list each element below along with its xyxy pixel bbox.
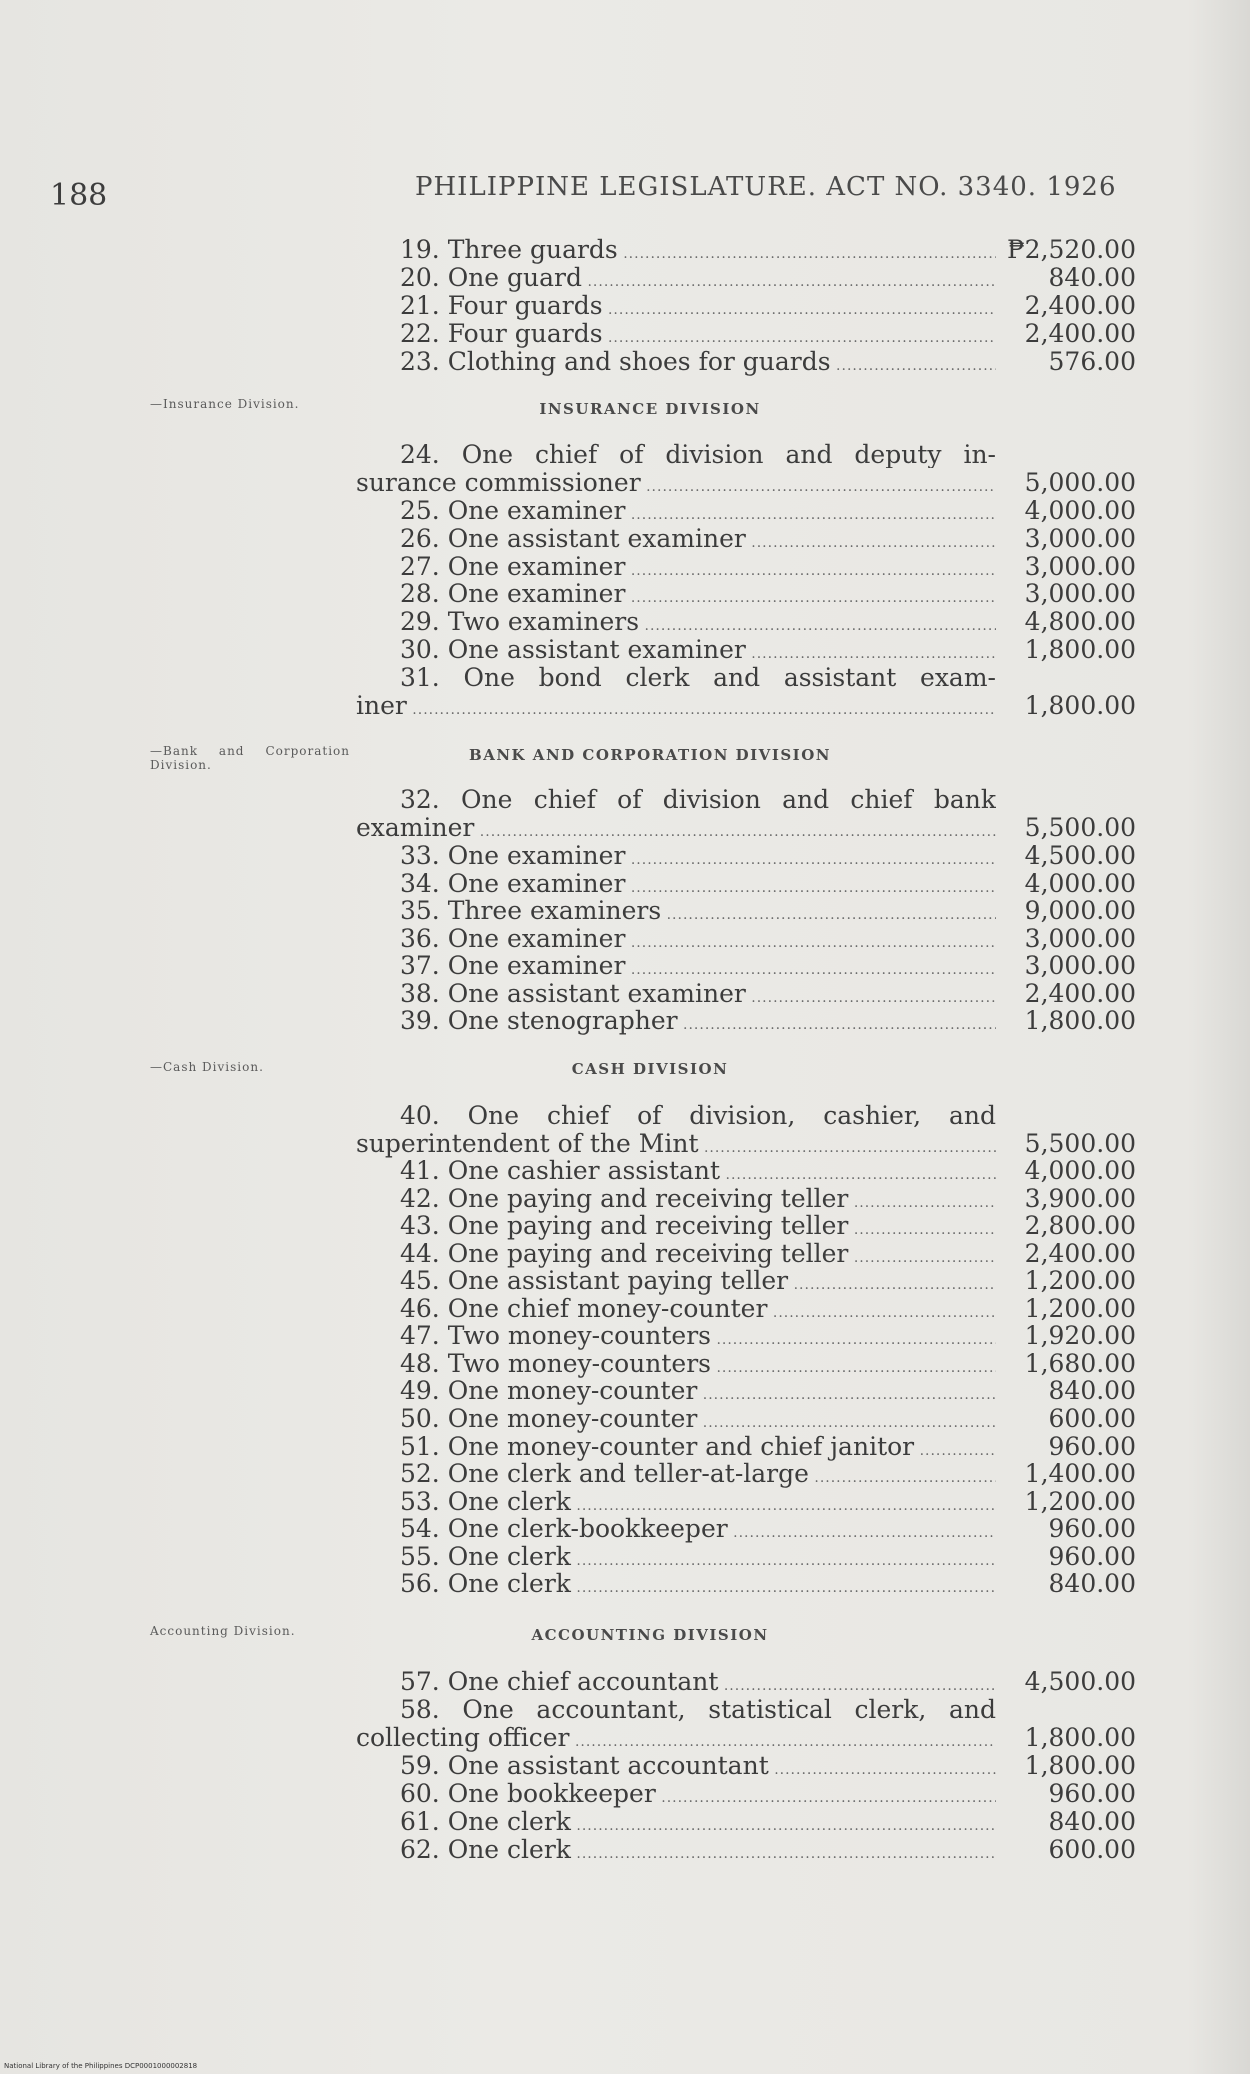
entry-amount: 1,800.00: [1024, 1723, 1136, 1752]
entry-row: [356, 1322, 1136, 1349]
entry-description: 54. One clerk-bookkeeper .....: [400, 1515, 996, 1547]
entry-amount: 1,800.00: [1024, 1751, 1136, 1780]
entry-row: [356, 292, 1136, 319]
entry-amount: 2,800.00: [1024, 1211, 1136, 1240]
entry-description: 57. One chief accountant .....: [400, 1668, 996, 1700]
entry-amount: 960.00: [1048, 1514, 1136, 1543]
entry-row: [356, 1102, 1136, 1158]
entry-description: 48. Two money-counters .....: [400, 1350, 996, 1382]
entry-row: [356, 1240, 1136, 1267]
entry-description: 47. Two money-counters .....: [400, 1322, 996, 1354]
margin-note-bank: —Bank and Corporation Division.: [150, 744, 350, 772]
entry-amount: 1,200.00: [1024, 1487, 1136, 1516]
entry-description: 41. One cashier assistant .....: [400, 1157, 996, 1189]
entry-amount: 960.00: [1048, 1432, 1136, 1461]
entry-row: [356, 636, 1136, 663]
entry-description: 25. One examiner .....: [400, 497, 996, 529]
entry-amount: 3,000.00: [1024, 524, 1136, 553]
entry-description: 46. One chief money-counter .....: [400, 1295, 996, 1327]
entry-amount: 5,500.00: [1024, 813, 1136, 842]
entry-description: 50. One money-counter .....: [400, 1405, 996, 1437]
entry-description: 60. One bookkeeper .....: [400, 1780, 996, 1812]
entry-amount: 840.00: [1048, 1807, 1136, 1836]
entry-row: [356, 1405, 1136, 1432]
entry-amount: 9,000.00: [1024, 896, 1136, 925]
section-heading-accounting: ACCOUNTING DIVISION: [531, 1626, 769, 1644]
margin-note-cash: —Cash Division.: [150, 1060, 264, 1074]
entry-description: 62. One clerk .....: [400, 1836, 996, 1868]
entry-description: 29. Two examiners .....: [400, 608, 996, 640]
entry-row: [356, 842, 1136, 869]
entry-row: [356, 580, 1136, 607]
entry-amount: 4,000.00: [1024, 869, 1136, 898]
entry-description: 36. One examiner .....: [400, 925, 996, 957]
entry-amount: 840.00: [1048, 1376, 1136, 1405]
entry-row: [356, 348, 1136, 375]
entry-amount: 5,500.00: [1024, 1129, 1136, 1158]
entry-row: [356, 870, 1136, 897]
entry-row: [356, 980, 1136, 1007]
margin-note-insurance: —Insurance Division.: [150, 397, 300, 411]
entry-description: 23. Clothing and shoes for guards .....: [400, 348, 996, 380]
entry-description: 28. One examiner .....: [400, 580, 996, 612]
entry-description: 44. One paying and receiving teller .....: [400, 1240, 996, 1272]
entry-amount: 1,800.00: [1024, 635, 1136, 664]
entry-row: [356, 897, 1136, 924]
entry-description-line1: 31. One bond clerk and assistant exam-: [400, 664, 996, 691]
entry-amount: 1,200.00: [1024, 1266, 1136, 1295]
entry-row: [356, 497, 1136, 524]
entry-row: [356, 1157, 1136, 1184]
entry-amount: 1,920.00: [1024, 1321, 1136, 1350]
entry-amount: 2,400.00: [1024, 291, 1136, 320]
entry-amount: 5,000.00: [1024, 468, 1136, 497]
entry-description: 33. One examiner .....: [400, 842, 996, 874]
entry-amount: 840.00: [1048, 263, 1136, 292]
entry-amount: 2,400.00: [1024, 319, 1136, 348]
entry-row: [356, 1267, 1136, 1294]
entry-row: [356, 1836, 1136, 1863]
entry-description-line1: 58. One accountant, statistical clerk, and: [400, 1696, 996, 1723]
entry-description: 35. Three examiners .....: [400, 897, 996, 929]
entry-amount: 4,500.00: [1024, 841, 1136, 870]
entry-amount: 576.00: [1048, 347, 1136, 376]
entry-row: [356, 525, 1136, 552]
entry-row: [356, 1752, 1136, 1779]
entry-amount: 960.00: [1048, 1779, 1136, 1808]
entry-description: 21. Four guards .....: [400, 292, 996, 324]
entry-row: [356, 320, 1136, 347]
entry-description-line1: 40. One chief of division, cashier, and: [400, 1102, 996, 1129]
entry-amount: 4,000.00: [1024, 496, 1136, 525]
entry-description: 27. One examiner .....: [400, 553, 996, 585]
entry-row: [356, 1780, 1136, 1807]
entry-description: 61. One clerk .....: [400, 1808, 996, 1840]
entry-amount: 4,800.00: [1024, 607, 1136, 636]
entry-amount: 960.00: [1048, 1542, 1136, 1571]
entry-row: [356, 1543, 1136, 1570]
entry-description: 20. One guard .....: [400, 264, 996, 296]
entry-row: [356, 664, 1136, 720]
section-heading-cash: CASH DIVISION: [571, 1060, 729, 1078]
entry-row: [356, 1488, 1136, 1515]
entry-row: [356, 1212, 1136, 1239]
entry-amount: 3,000.00: [1024, 579, 1136, 608]
entry-description: 51. One money-counter and chief janitor .....: [400, 1433, 996, 1465]
entry-description: 59. One assistant accountant .....: [400, 1752, 996, 1784]
entry-row: [356, 1515, 1136, 1542]
entry-amount: 840.00: [1048, 1569, 1136, 1598]
entry-amount: 4,000.00: [1024, 1156, 1136, 1185]
entry-description: 38. One assistant examiner .....: [400, 980, 996, 1012]
entry-row: [356, 1460, 1136, 1487]
entry-row: [356, 1668, 1136, 1695]
entry-description: 53. One clerk .....: [400, 1488, 996, 1520]
scan-footer-note: National Library of the Philippines DCP0001000002818: [4, 2062, 198, 2070]
entry-row: [356, 925, 1136, 952]
entry-amount: 3,000.00: [1024, 924, 1136, 953]
entry-description: 52. One clerk and teller-at-large .....: [400, 1460, 996, 1492]
entry-row: [356, 236, 1136, 263]
entry-amount: 3,000.00: [1024, 951, 1136, 980]
entry-amount: 600.00: [1048, 1404, 1136, 1433]
entry-row: [356, 1377, 1136, 1404]
entry-row: [356, 1007, 1136, 1034]
entry-description: 55. One clerk .....: [400, 1543, 996, 1575]
entry-amount: 2,400.00: [1024, 1239, 1136, 1268]
entry-description: 19. Three guards .....: [400, 236, 996, 268]
entry-amount: 1,200.00: [1024, 1294, 1136, 1323]
entry-amount: 1,800.00: [1024, 691, 1136, 720]
entry-row: [356, 1350, 1136, 1377]
entry-description: 22. Four guards .....: [400, 320, 996, 352]
entry-description: 45. One assistant paying teller .....: [400, 1267, 996, 1299]
entry-description: 42. One paying and receiving teller .....: [400, 1185, 996, 1217]
entry-amount: 2,400.00: [1024, 979, 1136, 1008]
section-heading-bank: BANK AND CORPORATION DIVISION: [469, 746, 831, 764]
entry-row: [356, 1570, 1136, 1597]
entry-row: [356, 1295, 1136, 1322]
entry-row: [356, 264, 1136, 291]
entry-description-line2: iner .....: [356, 692, 996, 724]
entry-amount: 1,680.00: [1024, 1349, 1136, 1378]
entry-row: [356, 952, 1136, 979]
entry-amount: 1,800.00: [1024, 1006, 1136, 1035]
entry-description-line2: collecting officer .....: [356, 1724, 996, 1756]
entry-amount: 3,900.00: [1024, 1184, 1136, 1213]
entry-row: [356, 1696, 1136, 1752]
entry-amount: 1,400.00: [1024, 1459, 1136, 1488]
entry-row: [356, 1808, 1136, 1835]
entry-row: [356, 1433, 1136, 1460]
entry-amount: 4,500.00: [1024, 1667, 1136, 1696]
margin-note-accounting: Accounting Division.: [150, 1624, 296, 1638]
section-heading-insurance: INSURANCE DIVISION: [539, 400, 761, 418]
entry-description: 34. One examiner .....: [400, 870, 996, 902]
entry-row: [356, 441, 1136, 497]
running-head: PHILIPPINE LEGISLATURE. ACT NO. 3340. 1926: [415, 172, 1117, 202]
entry-description-line2: examiner .....: [356, 814, 996, 846]
entry-description-line1: 32. One chief of division and chief bank: [400, 786, 996, 813]
entry-description: 56. One clerk .....: [400, 1570, 996, 1602]
entry-description-line2: surance commissioner .....: [356, 469, 996, 501]
entry-amount: ₱2,520.00: [1007, 235, 1136, 264]
entry-description: 49. One money-counter .....: [400, 1377, 996, 1409]
entry-row: [356, 608, 1136, 635]
entry-description-line1: 24. One chief of division and deputy in-: [400, 441, 996, 468]
entry-description: 30. One assistant examiner .....: [400, 636, 996, 668]
entry-row: [356, 1185, 1136, 1212]
entry-amount: 600.00: [1048, 1835, 1136, 1864]
entry-description: 26. One assistant examiner .....: [400, 525, 996, 557]
entry-description: 43. One paying and receiving teller .....: [400, 1212, 996, 1244]
entry-row: [356, 786, 1136, 842]
entry-description-line2: superintendent of the Mint .....: [356, 1130, 996, 1162]
entry-description: 37. One examiner .....: [400, 952, 996, 984]
entry-description: 39. One stenographer .....: [400, 1007, 996, 1039]
entry-amount: 3,000.00: [1024, 552, 1136, 581]
page-number: 188: [50, 178, 108, 213]
entry-row: [356, 553, 1136, 580]
